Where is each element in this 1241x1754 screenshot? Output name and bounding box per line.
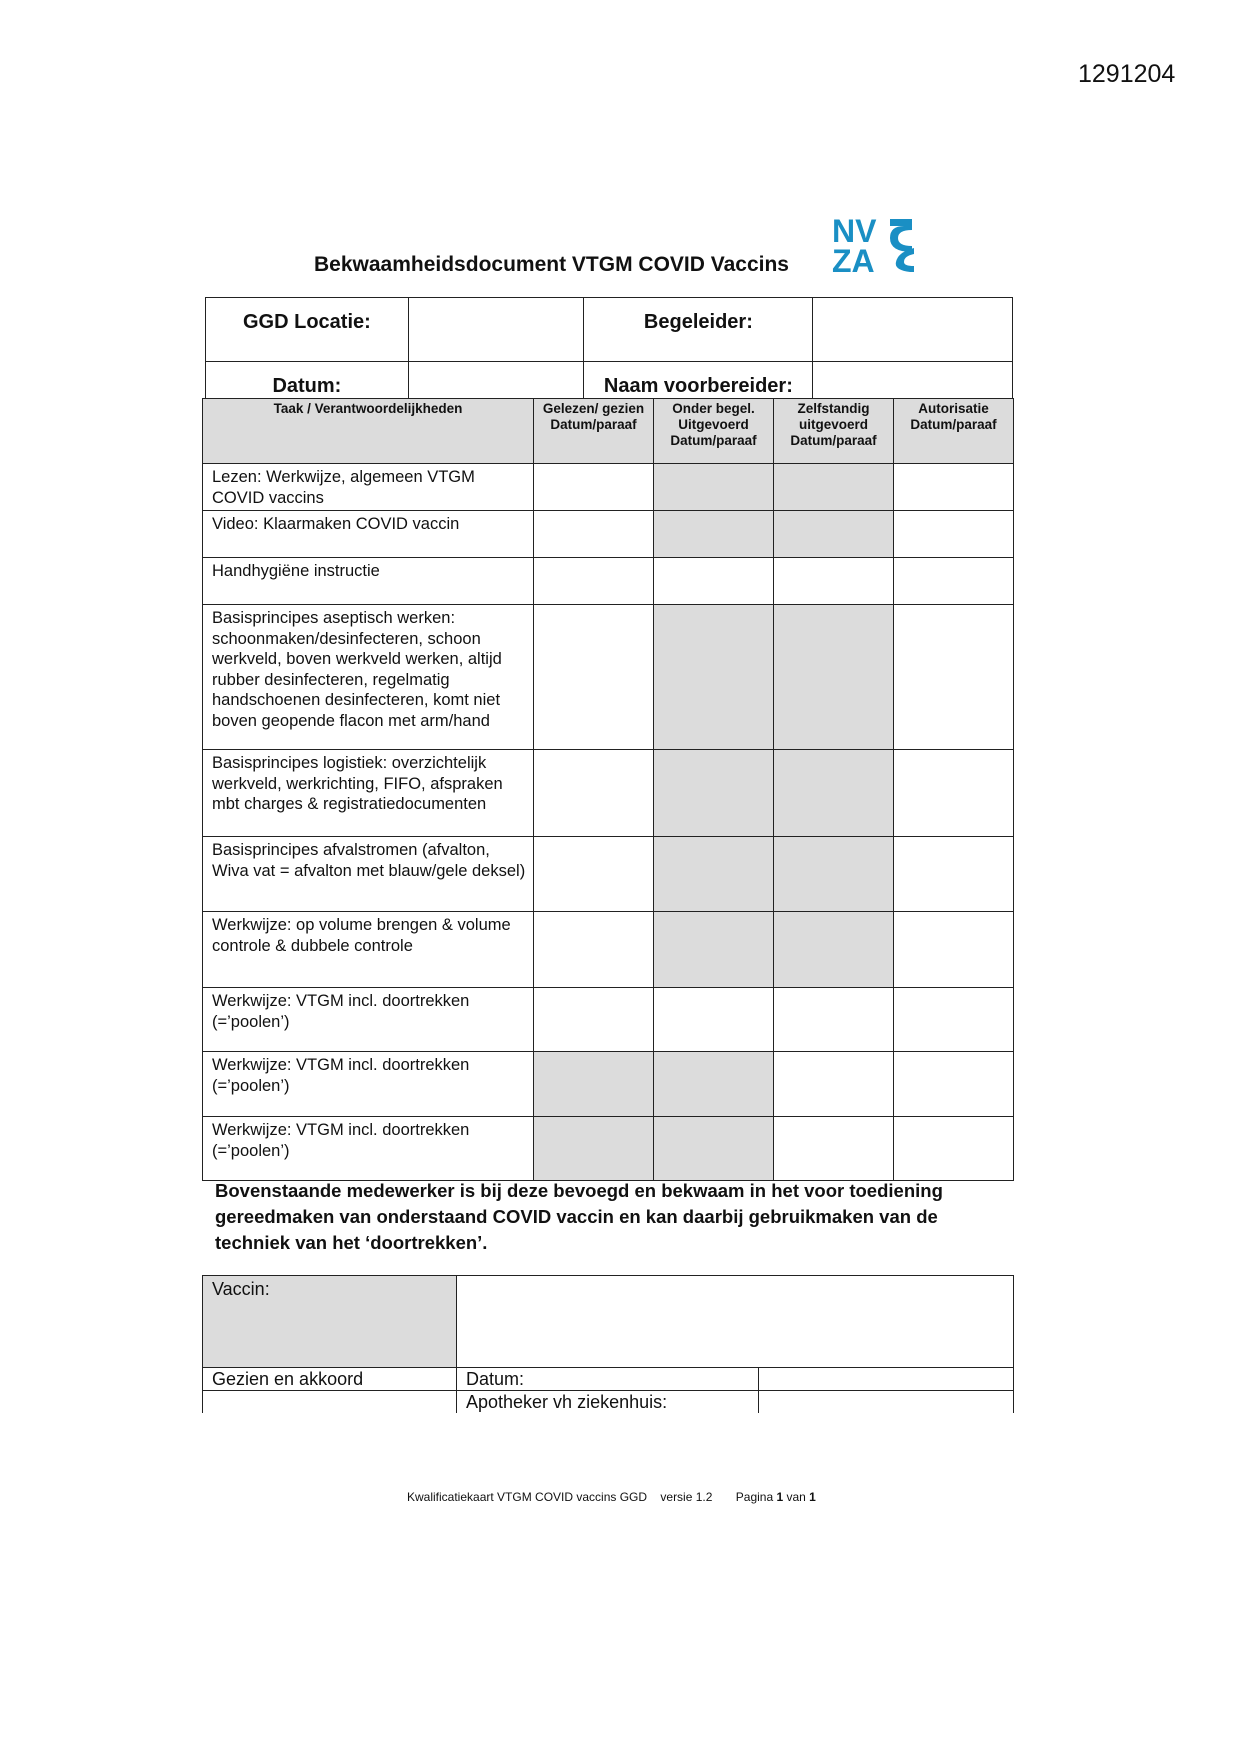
column-header-task: Taak / Verantwoordelijkheden	[203, 399, 534, 464]
task-cell: Handhygiëne instructie	[203, 558, 534, 605]
signoff-cell-4[interactable]	[894, 1052, 1014, 1117]
signoff-cell-1[interactable]	[534, 988, 654, 1052]
column-header-read: Gelezen/ gezien Datum/paraaf	[534, 399, 654, 464]
vaccine-field[interactable]	[457, 1276, 1014, 1368]
vaccine-label: Vaccin:	[203, 1276, 457, 1368]
signoff-cell-1[interactable]	[534, 558, 654, 605]
signoff-cell-1[interactable]	[534, 837, 654, 912]
footer-text: Kwalificatiekaart VTGM COVID vaccins GGD versie 1.2	[407, 1490, 713, 1504]
signoff-cell-1	[534, 1052, 654, 1117]
signoff-cell-2	[654, 605, 774, 750]
table-row	[203, 837, 1014, 912]
signoff-cell-4[interactable]	[894, 1117, 1014, 1181]
document-number: 1291204	[1078, 60, 1176, 88]
footer-page-mid: van	[783, 1490, 810, 1504]
authorisation-statement: Bovenstaande medewerker is bij deze bevoegd en bekwaam in het voor toediening gereedmaken van onderstaand COVID vaccin en kan daarbij gebruikmaken van de techniek van het ‘doortrekken’.	[215, 1180, 943, 1253]
signoff-cell-1	[534, 1117, 654, 1181]
supervisor-label: Begeleider:	[584, 298, 813, 362]
pharmacist-label: Apotheker vh ziekenhuis:	[457, 1391, 759, 1414]
signoff-cell-1[interactable]	[534, 605, 654, 750]
table-row	[203, 464, 1014, 511]
column-header-supervised: Onder begel. Uitgevoerd Datum/paraaf	[654, 399, 774, 464]
signoff-cell-1[interactable]	[534, 511, 654, 558]
task-table	[202, 398, 1014, 1181]
preparer-label: Naam voorbereider:	[584, 362, 813, 426]
task-cell: Video: Klaarmaken COVID vaccin	[203, 511, 534, 558]
table-row	[203, 558, 1014, 605]
signoff-cell-4[interactable]	[894, 912, 1014, 988]
column-header-authorisation: Autorisatie Datum/paraaf	[894, 399, 1014, 464]
signoff-cell-4[interactable]	[894, 558, 1014, 605]
signoff-cell-2	[654, 464, 774, 511]
supervisor-field[interactable]	[813, 298, 1013, 362]
vaccine-table	[202, 1275, 1014, 1413]
task-cell: Werkwijze: VTGM incl. doortrekken (=’poolen’)	[203, 1052, 534, 1117]
task-cell: Lezen: Werkwijze, algemeen VTGM COVID vaccins	[203, 464, 534, 511]
signoff-cell-2	[654, 750, 774, 837]
signoff-cell-2	[654, 511, 774, 558]
signoff-cell-4[interactable]	[894, 750, 1014, 837]
signoff-cell-1[interactable]	[534, 912, 654, 988]
location-field[interactable]	[408, 298, 584, 362]
signoff-cell-2[interactable]	[654, 988, 774, 1052]
signoff-cell-2	[654, 1052, 774, 1117]
location-label: GGD Locatie:	[206, 298, 409, 362]
table-row	[203, 912, 1014, 988]
signoff-cell-1[interactable]	[534, 464, 654, 511]
footer-page-total: 1	[809, 1490, 816, 1504]
signoff-date-field[interactable]	[759, 1368, 1014, 1391]
signoff-cell-3	[774, 511, 894, 558]
signoff-cell-2	[654, 837, 774, 912]
approved-signature-field[interactable]	[203, 1391, 457, 1414]
signoff-cell-3[interactable]	[774, 988, 894, 1052]
task-cell: Basisprincipes afvalstromen (afvalton, Wiva vat = afvalton met blauw/gele deksel)	[203, 837, 534, 912]
task-cell: Werkwijze: VTGM incl. doortrekken (=’poolen’)	[203, 988, 534, 1052]
signoff-cell-3[interactable]	[774, 1052, 894, 1117]
table-row	[203, 511, 1014, 558]
table-row	[203, 988, 1014, 1052]
footer-page-prefix: Pagina	[735, 1490, 777, 1504]
document-title: Bekwaamheidsdocument VTGM COVID Vaccins	[314, 253, 789, 276]
table-row	[203, 605, 1014, 750]
pharmacist-field[interactable]	[759, 1391, 1014, 1414]
approved-label: Gezien en akkoord	[203, 1368, 457, 1391]
logo-text-line2: ZA	[832, 243, 875, 275]
task-cell: Werkwijze: op volume brengen & volume controle & dubbele controle	[203, 912, 534, 988]
signoff-cell-4[interactable]	[894, 837, 1014, 912]
signoff-cell-2[interactable]	[654, 558, 774, 605]
signoff-cell-3	[774, 750, 894, 837]
signoff-cell-3	[774, 605, 894, 750]
signoff-cell-3	[774, 837, 894, 912]
table-row	[203, 750, 1014, 837]
column-header-independent: Zelfstandig uitgevoerd Datum/paraaf	[774, 399, 894, 464]
signoff-cell-4[interactable]	[894, 988, 1014, 1052]
nvza-logo	[832, 215, 927, 275]
logo-text-line1: NV	[832, 215, 877, 249]
signoff-cell-4[interactable]	[894, 464, 1014, 511]
page-footer	[407, 1490, 816, 1504]
signoff-cell-4[interactable]	[894, 605, 1014, 750]
signoff-cell-2	[654, 1117, 774, 1181]
signoff-cell-3[interactable]	[774, 1117, 894, 1181]
signoff-cell-2	[654, 912, 774, 988]
signoff-cell-1[interactable]	[534, 750, 654, 837]
signoff-cell-4[interactable]	[894, 511, 1014, 558]
table-row	[203, 1117, 1014, 1181]
signoff-cell-3[interactable]	[774, 558, 894, 605]
signoff-date-label: Datum:	[457, 1368, 759, 1391]
task-cell: Basisprincipes logistiek: overzichtelijk werkveld, werkrichting, FIFO, afspraken mbt charges & registratiedocumenten	[203, 750, 534, 837]
signoff-cell-3	[774, 464, 894, 511]
task-cell: Werkwijze: VTGM incl. doortrekken (=’poolen’)	[203, 1117, 534, 1181]
table-row	[203, 1052, 1014, 1117]
date-label: Datum:	[206, 362, 409, 426]
footer-page-num: 1	[776, 1490, 784, 1504]
signoff-cell-3	[774, 912, 894, 988]
task-cell: Basisprincipes aseptisch werken: schoonmaken/desinfecteren, schoon werkveld, boven werkveld werken, altijd rubber desinfecteren, regelmatig handschoenen desinfecteren, komt niet boven geopende flacon met arm/hand	[203, 605, 534, 750]
